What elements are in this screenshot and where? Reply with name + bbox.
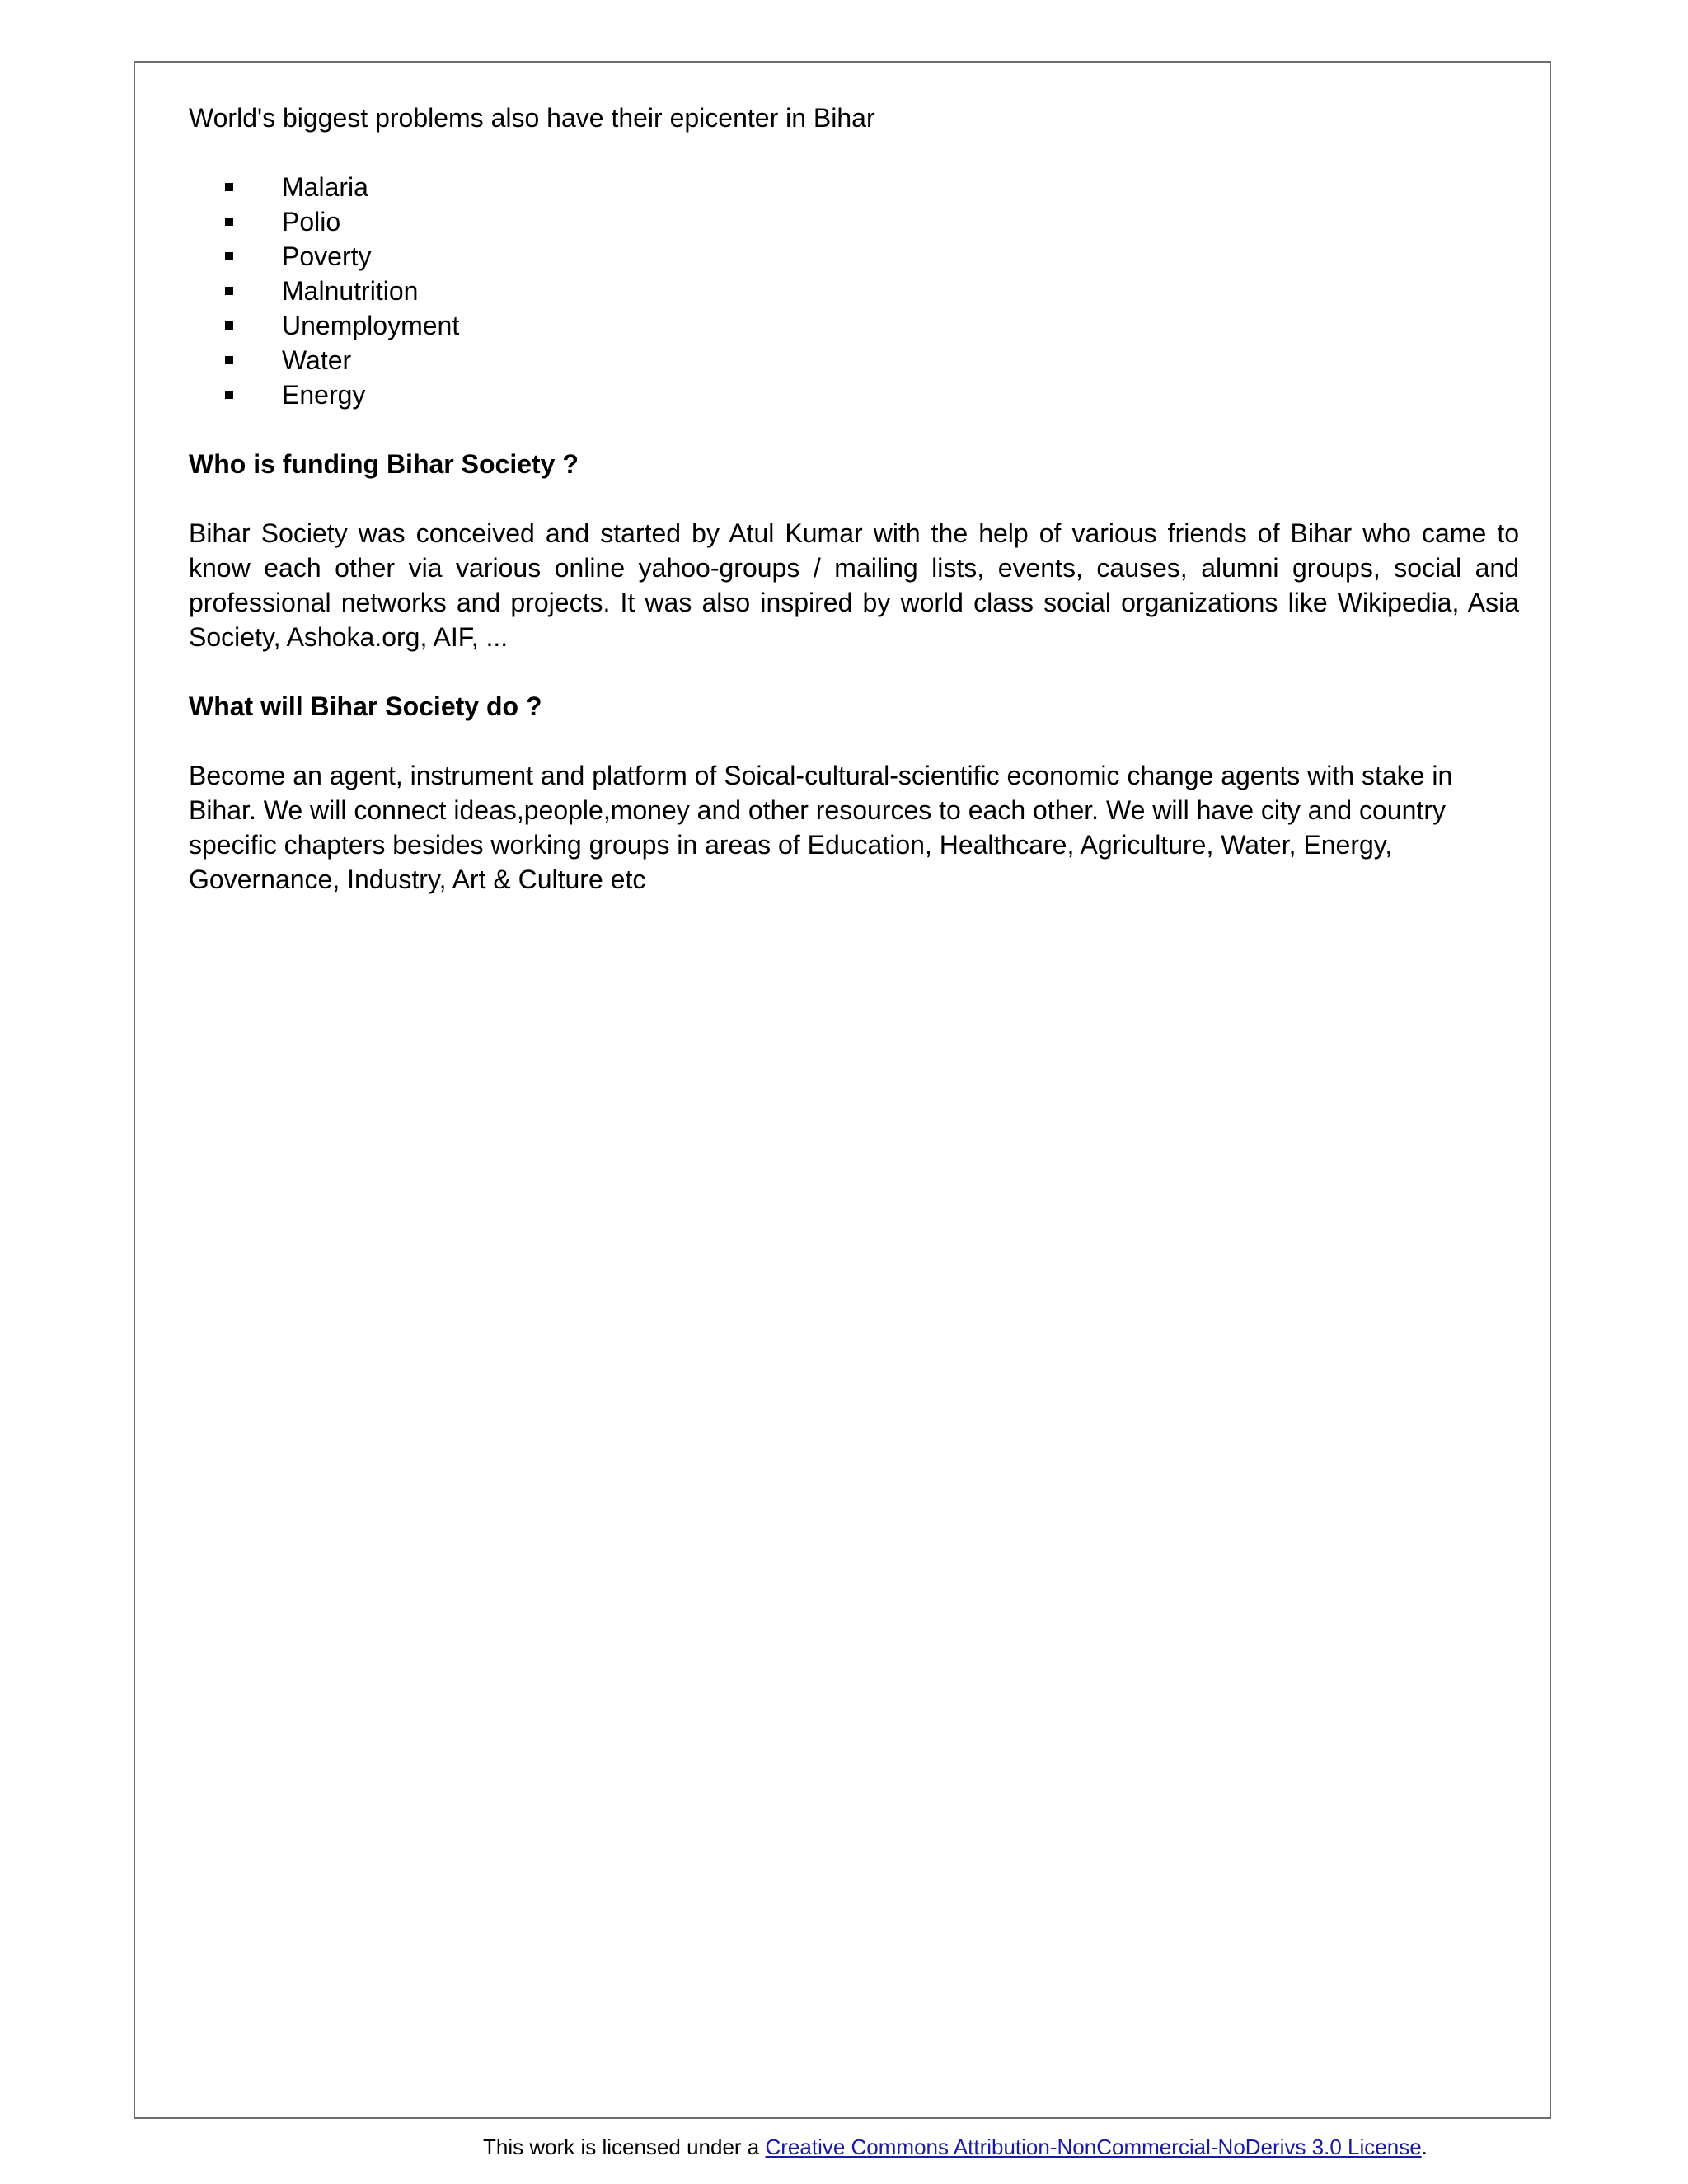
- document-body: [189, 101, 1519, 897]
- license-link[interactable]: Creative Commons Attribution-NonCommercial-NoDerivs 3.0 License: [765, 2135, 1422, 2159]
- intro-text: World's biggest problems also have their epicenter in Bihar: [189, 103, 875, 133]
- list-item: [189, 170, 1519, 204]
- list-item-label: Poverty: [282, 241, 372, 271]
- square-bullet-icon: [225, 356, 233, 364]
- list-item: [189, 204, 1519, 239]
- list-item-label: Malnutrition: [282, 276, 419, 306]
- list-item: [189, 239, 1519, 274]
- mission-paragraph: Become an agent, instrument and platform of Soical-cultural-scientific economic change agents with stake in Bihar. We will connect ideas,people,money and other resources to each other. We will have city and country specific chapters besides working groups in areas of Education, Healthcare, Agriculture, Water, Energy, Governance, Industry, Art & Culture etc: [189, 761, 1453, 894]
- license-prefix: This work is licensed under a: [483, 2135, 766, 2159]
- square-bullet-icon: [225, 391, 233, 399]
- license-suffix: .: [1421, 2135, 1428, 2159]
- list-item-label: Polio: [282, 207, 341, 237]
- list-item-label: Energy: [282, 380, 366, 410]
- list-item-label: Malaria: [282, 172, 368, 202]
- square-bullet-icon: [225, 183, 233, 191]
- list-item: [189, 308, 1519, 343]
- funding-heading: Who is funding Bihar Society ?: [189, 449, 579, 479]
- list-item: [189, 343, 1519, 377]
- square-bullet-icon: [225, 321, 233, 330]
- license-footer: [483, 2133, 1428, 2161]
- funding-paragraph: Bihar Society was conceived and started by Atul Kumar with the help of various friends of Bihar who came to know each other via various online yahoo-groups / mailing lists, events, causes, alumni groups, social and professional networks and projects. It was also inspired by world class social organizations like Wikipedia, Asia Society, Ashoka.org, AIF, ...: [189, 518, 1519, 652]
- square-bullet-icon: [225, 252, 233, 260]
- list-item-label: Unemployment: [282, 311, 460, 340]
- list-item: [189, 377, 1519, 412]
- mission-heading: What will Bihar Society do ?: [189, 691, 542, 721]
- list-item: [189, 274, 1519, 308]
- list-item-label: Water: [282, 345, 352, 375]
- problems-list: [189, 170, 1519, 412]
- square-bullet-icon: [225, 287, 233, 295]
- square-bullet-icon: [225, 218, 233, 226]
